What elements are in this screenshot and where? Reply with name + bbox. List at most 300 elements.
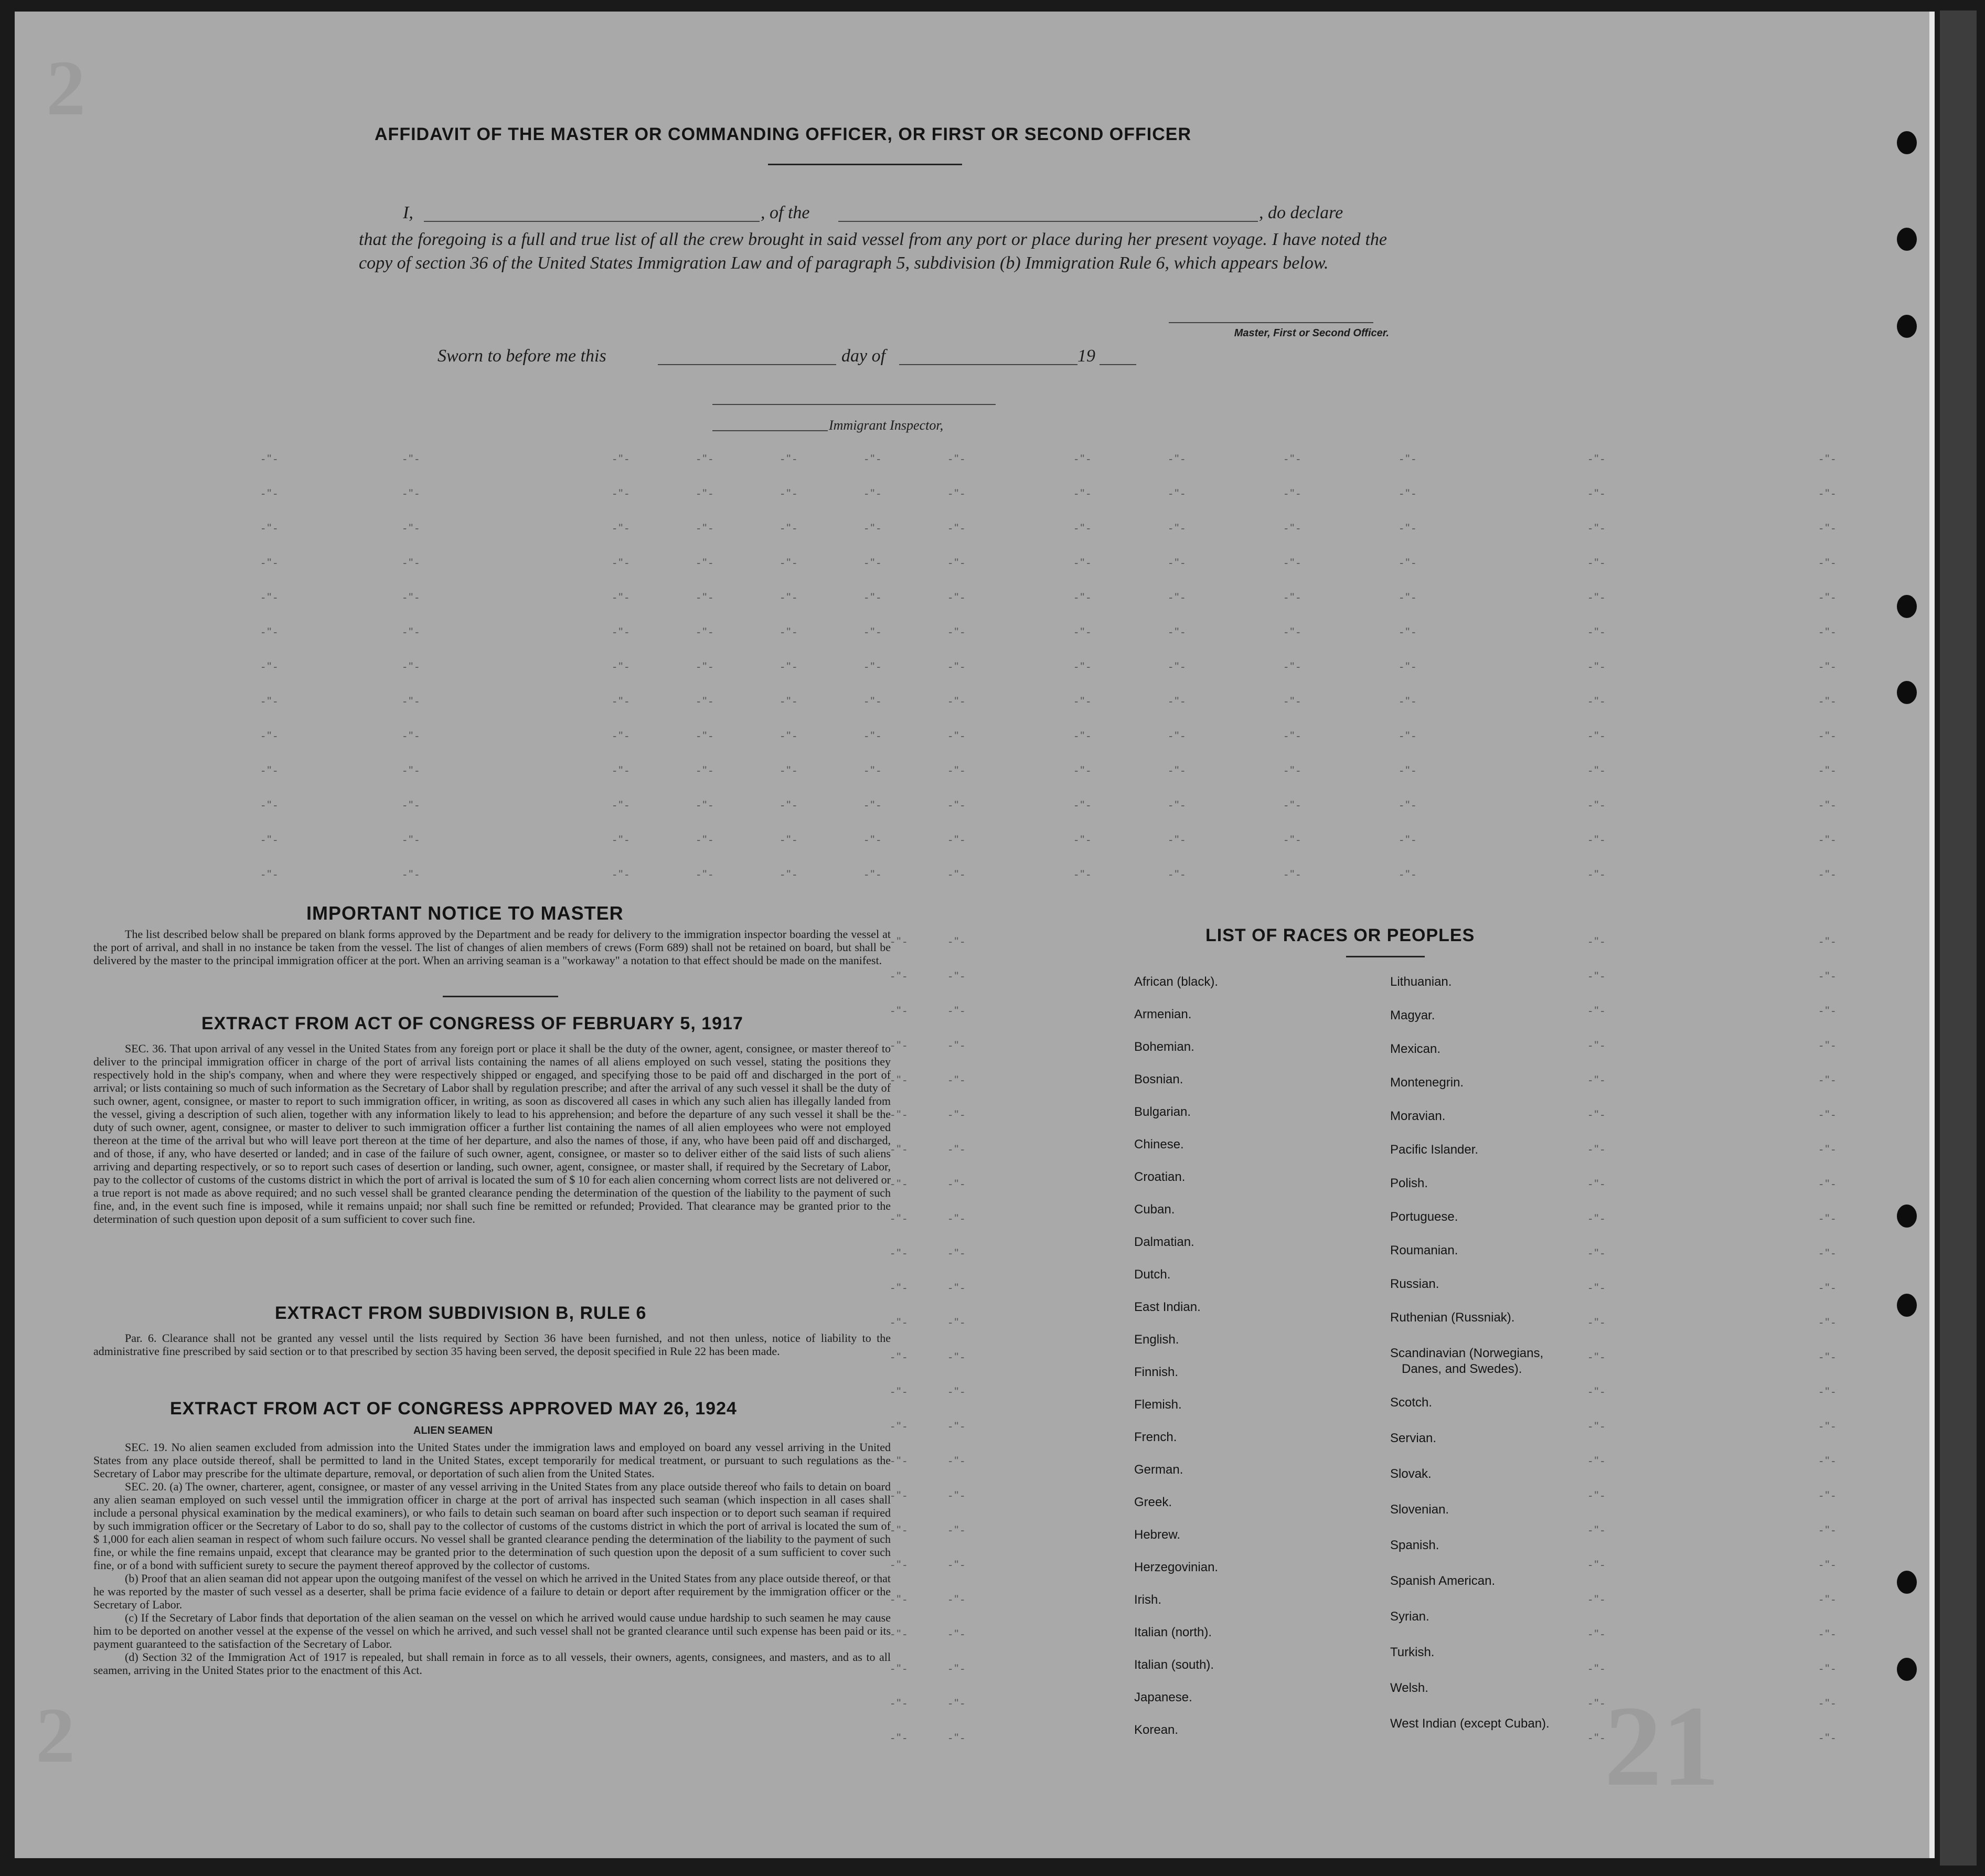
ditto-mark: -"- bbox=[1819, 1420, 1838, 1433]
extract-rule6-title: EXTRACT FROM SUBDIVISION B, RULE 6 bbox=[275, 1303, 647, 1323]
ditto-mark: -"- bbox=[1588, 1039, 1607, 1052]
race-item: Danes, and Swedes). bbox=[1402, 1362, 1522, 1376]
ditto-mark: -"- bbox=[1169, 729, 1187, 742]
ditto-mark: -"- bbox=[1819, 935, 1838, 948]
ditto-mark: -"- bbox=[781, 798, 799, 812]
bleed-through-mark: 21 bbox=[1604, 1682, 1720, 1810]
ditto-mark: -"- bbox=[1588, 1073, 1607, 1086]
ditto-mark: -"- bbox=[948, 1489, 967, 1502]
ditto-mark: -"- bbox=[948, 1558, 967, 1571]
ditto-mark: -"- bbox=[948, 1316, 967, 1329]
race-item: Portuguese. bbox=[1390, 1210, 1458, 1224]
race-item: Flemish. bbox=[1134, 1398, 1182, 1412]
ditto-mark: -"- bbox=[1588, 695, 1607, 708]
master-signature-label: Master, First or Second Officer. bbox=[1234, 327, 1389, 339]
race-item: Irish. bbox=[1134, 1593, 1162, 1607]
ditto-mark: -"- bbox=[613, 487, 631, 500]
race-item: Italian (south). bbox=[1134, 1658, 1214, 1672]
year-prefix-label: 19 bbox=[1077, 346, 1095, 366]
ditto-mark: -"- bbox=[948, 1523, 967, 1537]
ditto-mark: -"- bbox=[891, 1004, 909, 1017]
ditto-mark: -"- bbox=[781, 868, 799, 881]
ditto-mark: -"- bbox=[1074, 452, 1093, 465]
ditto-mark: -"- bbox=[613, 868, 631, 881]
extract-1917-title: EXTRACT FROM ACT OF CONGRESS OF FEBRUARY 5, 1917 bbox=[201, 1014, 743, 1033]
ditto-mark: -"- bbox=[1819, 452, 1838, 465]
race-item: Montenegrin. bbox=[1390, 1075, 1464, 1090]
bleed-through-mark: 2 bbox=[36, 1692, 75, 1779]
race-item: African (black). bbox=[1134, 975, 1219, 989]
race-item: East Indian. bbox=[1134, 1300, 1201, 1314]
race-item: Magyar. bbox=[1390, 1008, 1435, 1022]
ditto-mark: -"- bbox=[403, 660, 421, 673]
race-item: English. bbox=[1134, 1333, 1179, 1347]
ditto-mark: -"- bbox=[781, 556, 799, 569]
ditto-mark: -"- bbox=[1588, 1731, 1607, 1744]
ditto-mark: -"- bbox=[891, 1108, 909, 1121]
race-item: Turkish. bbox=[1390, 1645, 1435, 1659]
section-20c-paragraph: (c) If the Secretary of Labor finds that deportation of the alien seaman on the vessel on which he arrived would cause undue hardship to such seamen he may cause him to be deported on another vessel at the expense of the vessel on which he arrived, and such vessel shall not be granted clearance until such expense has been paid or its payment guaranteed to the satisfaction of the Secretary of Labor. bbox=[93, 1611, 891, 1650]
ditto-mark: -"- bbox=[261, 521, 280, 535]
ditto-mark: -"- bbox=[697, 660, 715, 673]
ditto-mark: -"- bbox=[697, 798, 715, 812]
ditto-mark: -"- bbox=[948, 969, 967, 983]
ditto-mark: -"- bbox=[613, 798, 631, 812]
race-item: Russian. bbox=[1390, 1277, 1439, 1291]
ditto-mark: -"- bbox=[1819, 798, 1838, 812]
ditto-mark: -"- bbox=[1819, 1662, 1838, 1675]
ditto-mark: -"- bbox=[1588, 1558, 1607, 1571]
ditto-mark: -"- bbox=[403, 868, 421, 881]
ditto-mark: -"- bbox=[403, 625, 421, 638]
ditto-mark: -"- bbox=[948, 1108, 967, 1121]
affidavit-title: AFFIDAVIT OF THE MASTER OR COMMANDING OFFICER, OR FIRST OR SECOND OFFICER bbox=[375, 124, 1191, 144]
ditto-mark: -"- bbox=[1169, 833, 1187, 846]
ditto-mark: -"- bbox=[1284, 591, 1303, 604]
race-item: Roumanian. bbox=[1390, 1243, 1458, 1257]
ditto-mark: -"- bbox=[1819, 1523, 1838, 1537]
ditto-mark: -"- bbox=[1588, 452, 1607, 465]
inspector-signature-line[interactable] bbox=[712, 404, 996, 405]
ditto-mark: -"- bbox=[1074, 660, 1093, 673]
ditto-mark: -"- bbox=[697, 521, 715, 535]
ditto-mark: -"- bbox=[1588, 764, 1607, 777]
ditto-mark: -"- bbox=[948, 1177, 967, 1190]
ditto-mark: -"- bbox=[1169, 556, 1187, 569]
ditto-mark: -"- bbox=[1819, 1454, 1838, 1467]
binder-hole bbox=[1897, 595, 1917, 618]
race-item: Scandinavian (Norwegians, bbox=[1390, 1346, 1544, 1360]
ditto-mark: -"- bbox=[891, 1350, 909, 1363]
ditto-mark: -"- bbox=[1588, 1212, 1607, 1225]
ditto-mark: -"- bbox=[948, 1073, 967, 1086]
ditto-mark: -"- bbox=[1169, 625, 1187, 638]
ditto-mark: -"- bbox=[697, 833, 715, 846]
ditto-mark: -"- bbox=[261, 868, 280, 881]
ditto-mark: -"- bbox=[1074, 625, 1093, 638]
binder-hole bbox=[1897, 1205, 1917, 1228]
ditto-mark: -"- bbox=[891, 1731, 909, 1744]
ditto-mark: -"- bbox=[1074, 833, 1093, 846]
ditto-mark: -"- bbox=[1284, 868, 1303, 881]
page-edge-shadow bbox=[1940, 10, 1977, 1866]
ditto-mark: -"- bbox=[891, 1454, 909, 1467]
ditto-mark: -"- bbox=[1588, 1143, 1607, 1156]
ditto-mark: -"- bbox=[1588, 1662, 1607, 1675]
ditto-mark: -"- bbox=[1588, 833, 1607, 846]
ditto-mark: -"- bbox=[403, 695, 421, 708]
ditto-mark: -"- bbox=[891, 1143, 909, 1156]
ditto-mark: -"- bbox=[948, 591, 967, 604]
ditto-mark: -"- bbox=[613, 625, 631, 638]
ditto-mark: -"- bbox=[697, 764, 715, 777]
master-name-field[interactable] bbox=[424, 221, 760, 222]
ditto-mark: -"- bbox=[697, 452, 715, 465]
ditto-mark: -"- bbox=[1819, 487, 1838, 500]
ditto-mark: -"- bbox=[1819, 1385, 1838, 1398]
ditto-mark: -"- bbox=[1169, 798, 1187, 812]
ditto-mark: -"- bbox=[781, 452, 799, 465]
ditto-mark: -"- bbox=[948, 798, 967, 812]
ditto-mark: -"- bbox=[1588, 1281, 1607, 1294]
binder-hole bbox=[1897, 315, 1917, 338]
inspector-label-line[interactable] bbox=[712, 430, 828, 431]
ditto-mark: -"- bbox=[1169, 591, 1187, 604]
ditto-mark: -"- bbox=[261, 591, 280, 604]
affidavit-i-label: I, bbox=[403, 203, 413, 222]
ditto-mark: -"- bbox=[948, 1143, 967, 1156]
ditto-mark: -"- bbox=[1588, 1627, 1607, 1640]
ditto-mark: -"- bbox=[1819, 1593, 1838, 1606]
ditto-mark: -"- bbox=[1284, 833, 1303, 846]
ditto-mark: -"- bbox=[891, 1489, 909, 1502]
ditto-mark: -"- bbox=[1400, 729, 1418, 742]
ditto-mark: -"- bbox=[403, 556, 421, 569]
ditto-mark: -"- bbox=[261, 487, 280, 500]
extract-1924-title: EXTRACT FROM ACT OF CONGRESS APPROVED MAY 26, 1924 bbox=[170, 1399, 737, 1419]
race-item: Italian (north). bbox=[1134, 1625, 1212, 1639]
ditto-mark: -"- bbox=[948, 833, 967, 846]
ditto-mark: -"- bbox=[865, 625, 883, 638]
ditto-mark: -"- bbox=[891, 1558, 909, 1571]
ditto-mark: -"- bbox=[781, 591, 799, 604]
ditto-mark: -"- bbox=[781, 660, 799, 673]
ditto-mark: -"- bbox=[1588, 1420, 1607, 1433]
ditto-mark: -"- bbox=[1588, 625, 1607, 638]
ditto-mark: -"- bbox=[948, 729, 967, 742]
ditto-mark: -"- bbox=[1819, 1627, 1838, 1640]
ditto-mark: -"- bbox=[1074, 868, 1093, 881]
ditto-mark: -"- bbox=[865, 764, 883, 777]
race-item: German. bbox=[1134, 1463, 1183, 1477]
ditto-mark: -"- bbox=[948, 1350, 967, 1363]
ditto-mark: -"- bbox=[948, 1281, 967, 1294]
race-item: Greek. bbox=[1134, 1495, 1172, 1509]
race-item: Spanish. bbox=[1390, 1538, 1439, 1552]
bleed-through-mark: 2 bbox=[46, 45, 86, 132]
ditto-mark: -"- bbox=[865, 729, 883, 742]
ditto-mark: -"- bbox=[1819, 1212, 1838, 1225]
ditto-mark: -"- bbox=[891, 1420, 909, 1433]
ditto-mark: -"- bbox=[948, 868, 967, 881]
ditto-mark: -"- bbox=[1819, 1246, 1838, 1260]
ditto-mark: -"- bbox=[697, 729, 715, 742]
ditto-mark: -"- bbox=[865, 695, 883, 708]
affidavit-title-underline bbox=[768, 164, 962, 165]
ditto-mark: -"- bbox=[865, 521, 883, 535]
ditto-mark: -"- bbox=[403, 729, 421, 742]
ditto-mark: -"- bbox=[781, 487, 799, 500]
ditto-mark: -"- bbox=[948, 1385, 967, 1398]
binder-hole bbox=[1897, 1658, 1917, 1681]
ditto-mark: -"- bbox=[1588, 798, 1607, 812]
ditto-mark: -"- bbox=[261, 764, 280, 777]
ditto-mark: -"- bbox=[1819, 868, 1838, 881]
notice-text bbox=[93, 928, 891, 967]
ditto-mark: -"- bbox=[948, 1004, 967, 1017]
race-item: Korean. bbox=[1134, 1723, 1179, 1737]
ditto-mark: -"- bbox=[403, 452, 421, 465]
ditto-mark: -"- bbox=[865, 452, 883, 465]
ditto-mark: -"- bbox=[697, 487, 715, 500]
section-36-paragraph: SEC. 36. That upon arrival of any vessel in the United States from any foreign port or place it shall be the duty of the owner, agent, consignee, or master thereof to deliver to the principal immigration officer in charge of the port of arrival lists containing the names of all aliens employed on such vessel, stating the positions they respectively hold in the ship's company, when and where they were respectively shipped or engaged, and specifying those to be paid off and discharged in the port of arrival; or lists containing so much of such information as the Secretary of Labor shall by regulation prescribe; and after the arrival of any such vessel it shall be the duty of such owner, agent, consignee, or master to report to such immigration officer, in writing, as soon as discovered all cases in which any such alien has illegally landed from the vessel, giving a description of such alien, together with any information likely to lead to his apprehension; and before the departure of any such vessel it shall be the duty of such owner, agent, consignee, or master to deliver to such immigration officer a further list containing the names of all alien employees who were not employed thereon at the time of the arrival but who will leave port thereon at the time of her departure, and also the names of those, if any, who have been paid off and discharged, and of those, if any, who have deserted or landed; and in case of the failure of such owner, agent, consignee, or master so to deliver either of the said lists of such aliens arriving and departing respectively, or so to report such cases of desertion or landing, such owner, agent, consignee, or master shall, if required by the Secretary of Labor, pay to the collector of customs of the customs district in which the port of arrival is located the sum of $ 10 for each alien concerning whom correct lists are not delivered or a true report is not made as above required; and no such vessel shall be granted clearance pending the determination of the question of the liability to the payment of such fine, and, in the event such fine is imposed, while it remains unpaid; nor shall such fine be remitted or refunded; Provided. That clearance may be granted prior to the determination of such question upon deposit of a sum sufficient to cover such fine. bbox=[93, 1042, 891, 1225]
ditto-mark: -"- bbox=[1588, 1489, 1607, 1502]
ditto-mark: -"- bbox=[948, 625, 967, 638]
race-item: Armenian. bbox=[1134, 1007, 1192, 1021]
ditto-mark: -"- bbox=[891, 1316, 909, 1329]
ditto-mark: -"- bbox=[891, 1697, 909, 1710]
ditto-mark: -"- bbox=[948, 764, 967, 777]
ditto-mark: -"- bbox=[948, 1039, 967, 1052]
ditto-mark: -"- bbox=[891, 1385, 909, 1398]
race-item: Japanese. bbox=[1134, 1690, 1192, 1704]
races-title: LIST OF RACES OR PEOPLES bbox=[1205, 925, 1475, 945]
alien-seamen-subtitle: ALIEN SEAMEN bbox=[413, 1425, 493, 1436]
ditto-mark: -"- bbox=[1400, 556, 1418, 569]
ditto-mark: -"- bbox=[865, 487, 883, 500]
race-item: Spanish American. bbox=[1390, 1574, 1496, 1588]
ditto-mark: -"- bbox=[1588, 521, 1607, 535]
extract-1924-text bbox=[93, 1441, 891, 1677]
ditto-mark: -"- bbox=[1400, 591, 1418, 604]
race-item: Bohemian. bbox=[1134, 1040, 1194, 1054]
race-item: West Indian (except Cuban). bbox=[1390, 1717, 1550, 1731]
race-item: Cuban. bbox=[1134, 1202, 1175, 1217]
race-item: Welsh. bbox=[1390, 1681, 1428, 1695]
ditto-mark: -"- bbox=[1169, 764, 1187, 777]
ditto-mark: -"- bbox=[1400, 521, 1418, 535]
ditto-mark: -"- bbox=[1074, 764, 1093, 777]
ditto-mark: -"- bbox=[1588, 1697, 1607, 1710]
race-item: Mexican. bbox=[1390, 1042, 1441, 1056]
ditto-mark: -"- bbox=[1588, 935, 1607, 948]
notice-paragraph: The list described below shall be prepared on blank forms approved by the Department and be ready for delivery to the immigration inspector boarding the vessel at the port of arrival, and shall in no instance be taken from the vessel. The list of changes of alien members of crews (Form 689) shall not be retained on board, but shall be delivered by the master to the principal immigration officer at the port. When an arriving seaman is a "workaway" a notation to that effect should be made on the manifest. bbox=[93, 928, 891, 967]
ditto-mark: -"- bbox=[1074, 521, 1093, 535]
ditto-mark: -"- bbox=[781, 625, 799, 638]
race-item: Croatian. bbox=[1134, 1170, 1186, 1184]
ditto-mark: -"- bbox=[1819, 556, 1838, 569]
ditto-mark: -"- bbox=[1588, 1385, 1607, 1398]
race-item: French. bbox=[1134, 1430, 1177, 1444]
ditto-mark: -"- bbox=[891, 935, 909, 948]
ditto-mark: -"- bbox=[1588, 1316, 1607, 1329]
notice-divider bbox=[443, 996, 558, 997]
ditto-mark: -"- bbox=[1400, 764, 1418, 777]
ditto-mark: -"- bbox=[948, 1662, 967, 1675]
ditto-mark: -"- bbox=[1588, 1350, 1607, 1363]
ditto-mark: -"- bbox=[1588, 868, 1607, 881]
ditto-mark: -"- bbox=[403, 833, 421, 846]
ditto-mark: -"- bbox=[1169, 452, 1187, 465]
ditto-mark: -"- bbox=[891, 1627, 909, 1640]
ditto-mark: -"- bbox=[1588, 1454, 1607, 1467]
ditto-mark: -"- bbox=[948, 452, 967, 465]
ditto-mark: -"- bbox=[1819, 1489, 1838, 1502]
ditto-mark: -"- bbox=[865, 660, 883, 673]
ditto-mark: -"- bbox=[403, 591, 421, 604]
day-of-label: day of bbox=[841, 346, 886, 366]
ditto-mark: -"- bbox=[1819, 1316, 1838, 1329]
race-item: Servian. bbox=[1390, 1431, 1437, 1445]
ditto-mark: -"- bbox=[865, 868, 883, 881]
ditto-mark: -"- bbox=[1819, 764, 1838, 777]
ditto-mark: -"- bbox=[403, 764, 421, 777]
ditto-mark: -"- bbox=[1588, 729, 1607, 742]
inspector-label: Immigrant Inspector, bbox=[829, 418, 944, 433]
ditto-mark: -"- bbox=[1284, 764, 1303, 777]
vessel-name-field[interactable] bbox=[838, 221, 1258, 222]
ditto-mark: -"- bbox=[261, 556, 280, 569]
ditto-mark: -"- bbox=[948, 1420, 967, 1433]
ditto-mark: -"- bbox=[1074, 798, 1093, 812]
ditto-mark: -"- bbox=[1819, 695, 1838, 708]
binder-hole bbox=[1897, 1294, 1917, 1317]
ditto-mark: -"- bbox=[948, 1246, 967, 1260]
ditto-mark: -"- bbox=[1169, 660, 1187, 673]
ditto-mark: -"- bbox=[781, 729, 799, 742]
ditto-mark: -"- bbox=[613, 729, 631, 742]
ditto-mark: -"- bbox=[261, 729, 280, 742]
ditto-mark: -"- bbox=[891, 1039, 909, 1052]
ditto-mark: -"- bbox=[891, 1593, 909, 1606]
affidavit-body: that the foregoing is a full and true list of all the crew brought in said vessel from any port or place during her present voyage. I have noted the copy of section 36 of the United States Immigration Law and of paragraph 5, subdivision (b) Immigration Rule 6, which appears below. bbox=[359, 230, 1387, 273]
sworn-line bbox=[437, 346, 1172, 367]
ditto-mark: -"- bbox=[781, 695, 799, 708]
ditto-mark: -"- bbox=[1169, 695, 1187, 708]
ditto-mark: -"- bbox=[1400, 452, 1418, 465]
section-20a-paragraph: SEC. 20. (a) The owner, charterer, agent, consignee, or master of any vessel arriving in the United States from any place outside thereof who fails to detain on board any alien seaman employed on such vessel until the immigration officer in charge at the port of arrival has inspected such seaman (which inspection in all cases shall include a personal physical examination by the medical examiners), or who fails to detain such seaman on board after such inspection or to deport such seaman if required by such immigration officer or the Secretary of Labor to do so, shall pay to the collector of customs of the customs district in which the port of arrival is located the sum of $ 1,000 for each alien seaman in respect of whom such failure occurs. No vessel shall be granted clearance pending the determination of the liability to the payment of such fine, or while the fine remains unpaid, except that clearance may be granted prior to the determination of such question upon the deposit of a sum sufficient to cover such fine, or of a bond with sufficient surety to secure the payment thereof approved by the collector of customs. bbox=[93, 1480, 891, 1572]
ditto-mark: -"- bbox=[1588, 591, 1607, 604]
race-item: Slovenian. bbox=[1390, 1502, 1449, 1517]
ditto-mark: -"- bbox=[1819, 521, 1838, 535]
ditto-mark: -"- bbox=[948, 695, 967, 708]
ditto-mark: -"- bbox=[891, 1281, 909, 1294]
ditto-mark: -"- bbox=[1074, 591, 1093, 604]
ditto-mark: -"- bbox=[865, 798, 883, 812]
ditto-mark: -"- bbox=[891, 1073, 909, 1086]
ditto-mark: -"- bbox=[1819, 969, 1838, 983]
extract-rule6-text bbox=[93, 1331, 891, 1358]
ditto-mark: -"- bbox=[1400, 660, 1418, 673]
section-20d-paragraph: (d) Section 32 of the Immigration Act of 1917 is repealed, but shall remain in force as to all vessels, their owners, agents, consignees, and masters, and as to all seamen, arriving in the United States prior to the enactment of this Act. bbox=[93, 1650, 891, 1677]
sworn-year-field[interactable] bbox=[1100, 364, 1136, 365]
ditto-mark: -"- bbox=[891, 1662, 909, 1675]
ditto-mark: -"- bbox=[1588, 1177, 1607, 1190]
ditto-mark: -"- bbox=[948, 935, 967, 948]
ditto-mark: -"- bbox=[1284, 660, 1303, 673]
race-item: Ruthenian (Russniak). bbox=[1390, 1310, 1515, 1325]
ditto-mark: -"- bbox=[613, 695, 631, 708]
ditto-mark: -"- bbox=[1169, 868, 1187, 881]
race-item: Bosnian. bbox=[1134, 1072, 1183, 1086]
ditto-mark: -"- bbox=[1284, 695, 1303, 708]
ditto-mark: -"- bbox=[697, 591, 715, 604]
ditto-mark: -"- bbox=[1284, 556, 1303, 569]
ditto-mark: -"- bbox=[948, 487, 967, 500]
ditto-mark: -"- bbox=[1169, 487, 1187, 500]
ditto-mark: -"- bbox=[1284, 798, 1303, 812]
ditto-mark: -"- bbox=[891, 1246, 909, 1260]
ditto-mark: -"- bbox=[1819, 729, 1838, 742]
ditto-mark: -"- bbox=[403, 521, 421, 535]
ditto-mark: -"- bbox=[261, 833, 280, 846]
ditto-mark: -"- bbox=[1400, 798, 1418, 812]
ditto-mark: -"- bbox=[261, 452, 280, 465]
ditto-mark: -"- bbox=[1400, 625, 1418, 638]
ditto-mark: -"- bbox=[261, 798, 280, 812]
ditto-mark: -"- bbox=[1400, 695, 1418, 708]
master-signature-line[interactable] bbox=[1169, 322, 1373, 323]
ditto-mark: -"- bbox=[1819, 1731, 1838, 1744]
ditto-mark: -"- bbox=[613, 660, 631, 673]
ditto-mark: -"- bbox=[1819, 1281, 1838, 1294]
ditto-mark: -"- bbox=[1588, 660, 1607, 673]
ditto-mark: -"- bbox=[1819, 1697, 1838, 1710]
affidavit-of-the-label: , of the bbox=[761, 203, 810, 222]
manifest-page bbox=[15, 12, 1935, 1858]
ditto-mark: -"- bbox=[697, 556, 715, 569]
ditto-mark: -"- bbox=[1588, 969, 1607, 983]
ditto-mark: -"- bbox=[1588, 1523, 1607, 1537]
race-item: Scotch. bbox=[1390, 1395, 1433, 1410]
race-item: Bulgarian. bbox=[1134, 1105, 1191, 1119]
ditto-mark: -"- bbox=[948, 1697, 967, 1710]
ditto-mark: -"- bbox=[1819, 1177, 1838, 1190]
ditto-mark: -"- bbox=[948, 660, 967, 673]
section-19-paragraph: SEC. 19. No alien seamen excluded from admission into the United States under the immigration laws and employed on board any vessel arriving in the United States from any place outside thereof, shall be permitted to land in the United States, except temporarily for medical treatment, or pursuant to such regulations as the Secretary of Labor may prescribe for the ultimate departure, removal, or deportation of such alien from the United States. bbox=[93, 1441, 891, 1480]
binder-hole bbox=[1897, 131, 1917, 154]
ditto-mark: -"- bbox=[1819, 660, 1838, 673]
sworn-day-field[interactable] bbox=[658, 364, 836, 365]
ditto-mark: -"- bbox=[1400, 487, 1418, 500]
race-item: Lithuanian. bbox=[1390, 975, 1452, 989]
ditto-mark: -"- bbox=[613, 833, 631, 846]
ditto-mark: -"- bbox=[1400, 868, 1418, 881]
ditto-mark: -"- bbox=[1284, 487, 1303, 500]
ditto-mark: -"- bbox=[613, 591, 631, 604]
ditto-mark: -"- bbox=[948, 556, 967, 569]
race-item: Herzegovinian. bbox=[1134, 1560, 1219, 1574]
race-item: Syrian. bbox=[1390, 1609, 1429, 1624]
binder-hole bbox=[1897, 681, 1917, 704]
ditto-mark: -"- bbox=[891, 1212, 909, 1225]
ditto-mark: -"- bbox=[1284, 729, 1303, 742]
ditto-mark: -"- bbox=[1588, 1108, 1607, 1121]
ditto-mark: -"- bbox=[781, 764, 799, 777]
sworn-month-field[interactable] bbox=[899, 364, 1077, 365]
ditto-mark: -"- bbox=[697, 695, 715, 708]
ditto-mark: -"- bbox=[1819, 1143, 1838, 1156]
